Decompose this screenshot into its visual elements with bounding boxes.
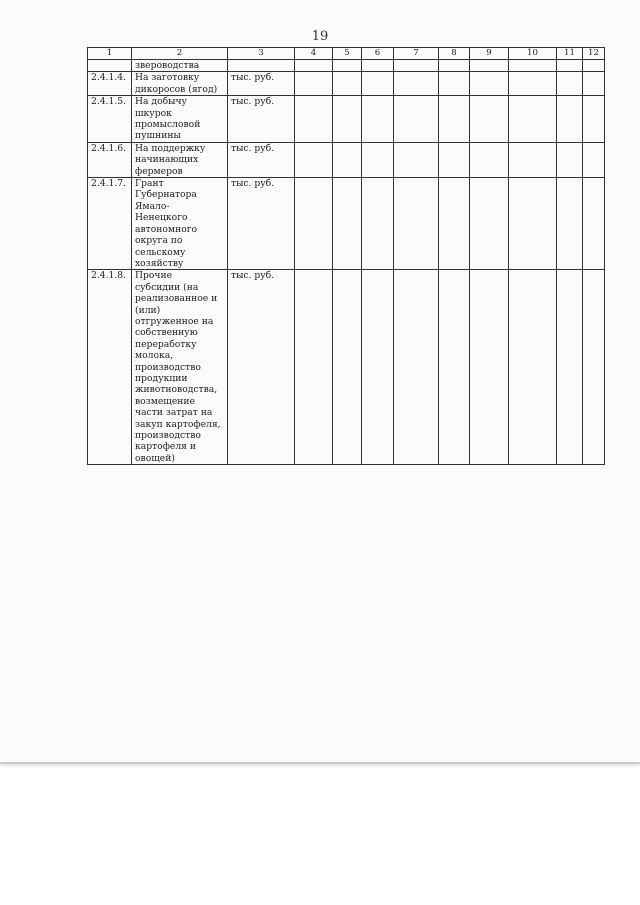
table-cell: [509, 60, 557, 72]
value-cell: [557, 270, 583, 465]
value-cell: [470, 178, 509, 270]
value-cell: [583, 178, 605, 270]
row-description: [132, 96, 228, 143]
value-cell: [333, 270, 362, 465]
value-cell: [470, 96, 509, 143]
table-cell: [439, 60, 470, 72]
description-line: фермеров: [135, 165, 183, 177]
column-header: 11: [557, 48, 583, 60]
value-cell: [362, 96, 394, 143]
value-cell: [333, 72, 362, 96]
value-cell: [333, 96, 362, 143]
description-line: переработку: [135, 338, 197, 350]
column-header: 9: [470, 48, 509, 60]
value-cell: [509, 142, 557, 177]
row-description: [132, 72, 228, 96]
column-header: 5: [333, 48, 362, 60]
description-line: молока,: [135, 350, 174, 362]
description-line: начинающих: [135, 154, 199, 166]
description-line: Ненецкого: [135, 212, 188, 224]
table-row: [88, 96, 605, 143]
table-cell: [394, 60, 439, 72]
table-row: [88, 72, 605, 96]
page-number: 19: [311, 29, 329, 44]
value-cell: [439, 96, 470, 143]
table-cell: [295, 60, 333, 72]
table-row: [88, 270, 605, 465]
value-cell: [557, 142, 583, 177]
table-cell: [228, 60, 295, 72]
column-number-row: [88, 48, 605, 60]
description-line: хозяйству: [135, 257, 184, 269]
description-line: производство: [135, 430, 201, 441]
value-cell: [470, 72, 509, 96]
row-number: 2.4.1.4.: [88, 72, 132, 96]
value-cell: [509, 96, 557, 143]
description-line: (или): [135, 304, 161, 316]
row-unit: тыс. руб.: [228, 270, 295, 465]
description-line: Прочие: [135, 270, 173, 282]
value-cell: [295, 72, 333, 96]
column-header: 12: [583, 48, 605, 60]
value-cell: [439, 142, 470, 177]
table-cell: [470, 60, 509, 72]
description-line: животноводства,: [135, 384, 218, 396]
description-line: части затрат на: [135, 407, 213, 419]
value-cell: [362, 142, 394, 177]
column-header: 8: [439, 48, 470, 60]
value-cell: [394, 72, 439, 96]
value-cell: [362, 178, 394, 270]
column-header: 2: [132, 48, 228, 60]
value-cell: [470, 142, 509, 177]
description-line: На заготовку: [135, 72, 200, 84]
description-line: Ямало-: [135, 200, 170, 212]
table-row: [88, 142, 605, 177]
value-cell: [295, 96, 333, 143]
description-line: Губернатора: [135, 189, 197, 201]
row-description: [132, 178, 228, 270]
column-header: 7: [394, 48, 439, 60]
value-cell: [470, 270, 509, 465]
description-line: На поддержку: [135, 142, 206, 154]
data-table: [87, 47, 605, 465]
value-cell: [295, 142, 333, 177]
value-cell: [362, 72, 394, 96]
row-unit: тыс. руб.: [228, 72, 295, 96]
table-cell: [88, 60, 132, 72]
description-line: овощей): [135, 452, 175, 464]
value-cell: [394, 142, 439, 177]
value-cell: [362, 270, 394, 465]
row-number: 2.4.1.7.: [88, 178, 132, 270]
table-cell: [333, 60, 362, 72]
description-line: субсидии (на: [135, 281, 199, 293]
column-header: 6: [362, 48, 394, 60]
value-cell: [557, 96, 583, 143]
table-cell: [557, 60, 583, 72]
description-line: реализованное и: [135, 293, 218, 305]
value-cell: [439, 270, 470, 465]
value-cell: [333, 142, 362, 177]
column-header: 1: [88, 48, 132, 60]
value-cell: [583, 96, 605, 143]
row-description: [132, 142, 228, 177]
value-cell: [295, 178, 333, 270]
value-cell: [394, 96, 439, 143]
row-unit: тыс. руб.: [228, 178, 295, 270]
description-line: возмещение: [135, 395, 195, 407]
column-header: 10: [509, 48, 557, 60]
row-number: 2.4.1.8.: [88, 270, 132, 465]
description-line: картофеля и: [135, 441, 197, 453]
description-line: промысловой: [135, 119, 201, 131]
description-line: сельскому: [135, 246, 186, 258]
table-cell: [583, 60, 605, 72]
description-line: продукции: [135, 372, 188, 384]
description-line: собственную: [135, 327, 198, 339]
value-cell: [509, 72, 557, 96]
value-cell: [509, 270, 557, 465]
description-line: автономного: [135, 223, 198, 235]
column-header: 4: [295, 48, 333, 60]
value-cell: [509, 178, 557, 270]
description-line: дикоросов (ягод): [135, 83, 218, 95]
description-line: Грант: [135, 178, 164, 190]
value-cell: [439, 72, 470, 96]
value-cell: [439, 178, 470, 270]
description-line: пушнины: [135, 130, 181, 142]
value-cell: [557, 72, 583, 96]
description-line: округа по: [135, 235, 183, 247]
value-cell: [583, 72, 605, 96]
value-cell: [583, 142, 605, 177]
continuation-row: [88, 60, 605, 72]
description-line: производство: [135, 361, 201, 373]
value-cell: [583, 270, 605, 465]
description-line: На добычу: [135, 96, 187, 108]
value-cell: [394, 270, 439, 465]
row-unit: тыс. руб.: [228, 96, 295, 143]
value-cell: [394, 178, 439, 270]
value-cell: [333, 178, 362, 270]
row-description: [132, 270, 228, 465]
value-cell: [295, 270, 333, 465]
column-header: 3: [228, 48, 295, 60]
value-cell: [557, 178, 583, 270]
continuation-text: звероводства: [132, 60, 228, 72]
description-line: отгруженное на: [135, 315, 214, 327]
row-number: 2.4.1.6.: [88, 142, 132, 177]
table-row: [88, 178, 605, 270]
description-line: закуп картофеля,: [135, 418, 221, 430]
table-cell: [362, 60, 394, 72]
row-number: 2.4.1.5.: [88, 96, 132, 143]
row-unit: тыс. руб.: [228, 142, 295, 177]
description-line: шкурок: [135, 107, 172, 119]
